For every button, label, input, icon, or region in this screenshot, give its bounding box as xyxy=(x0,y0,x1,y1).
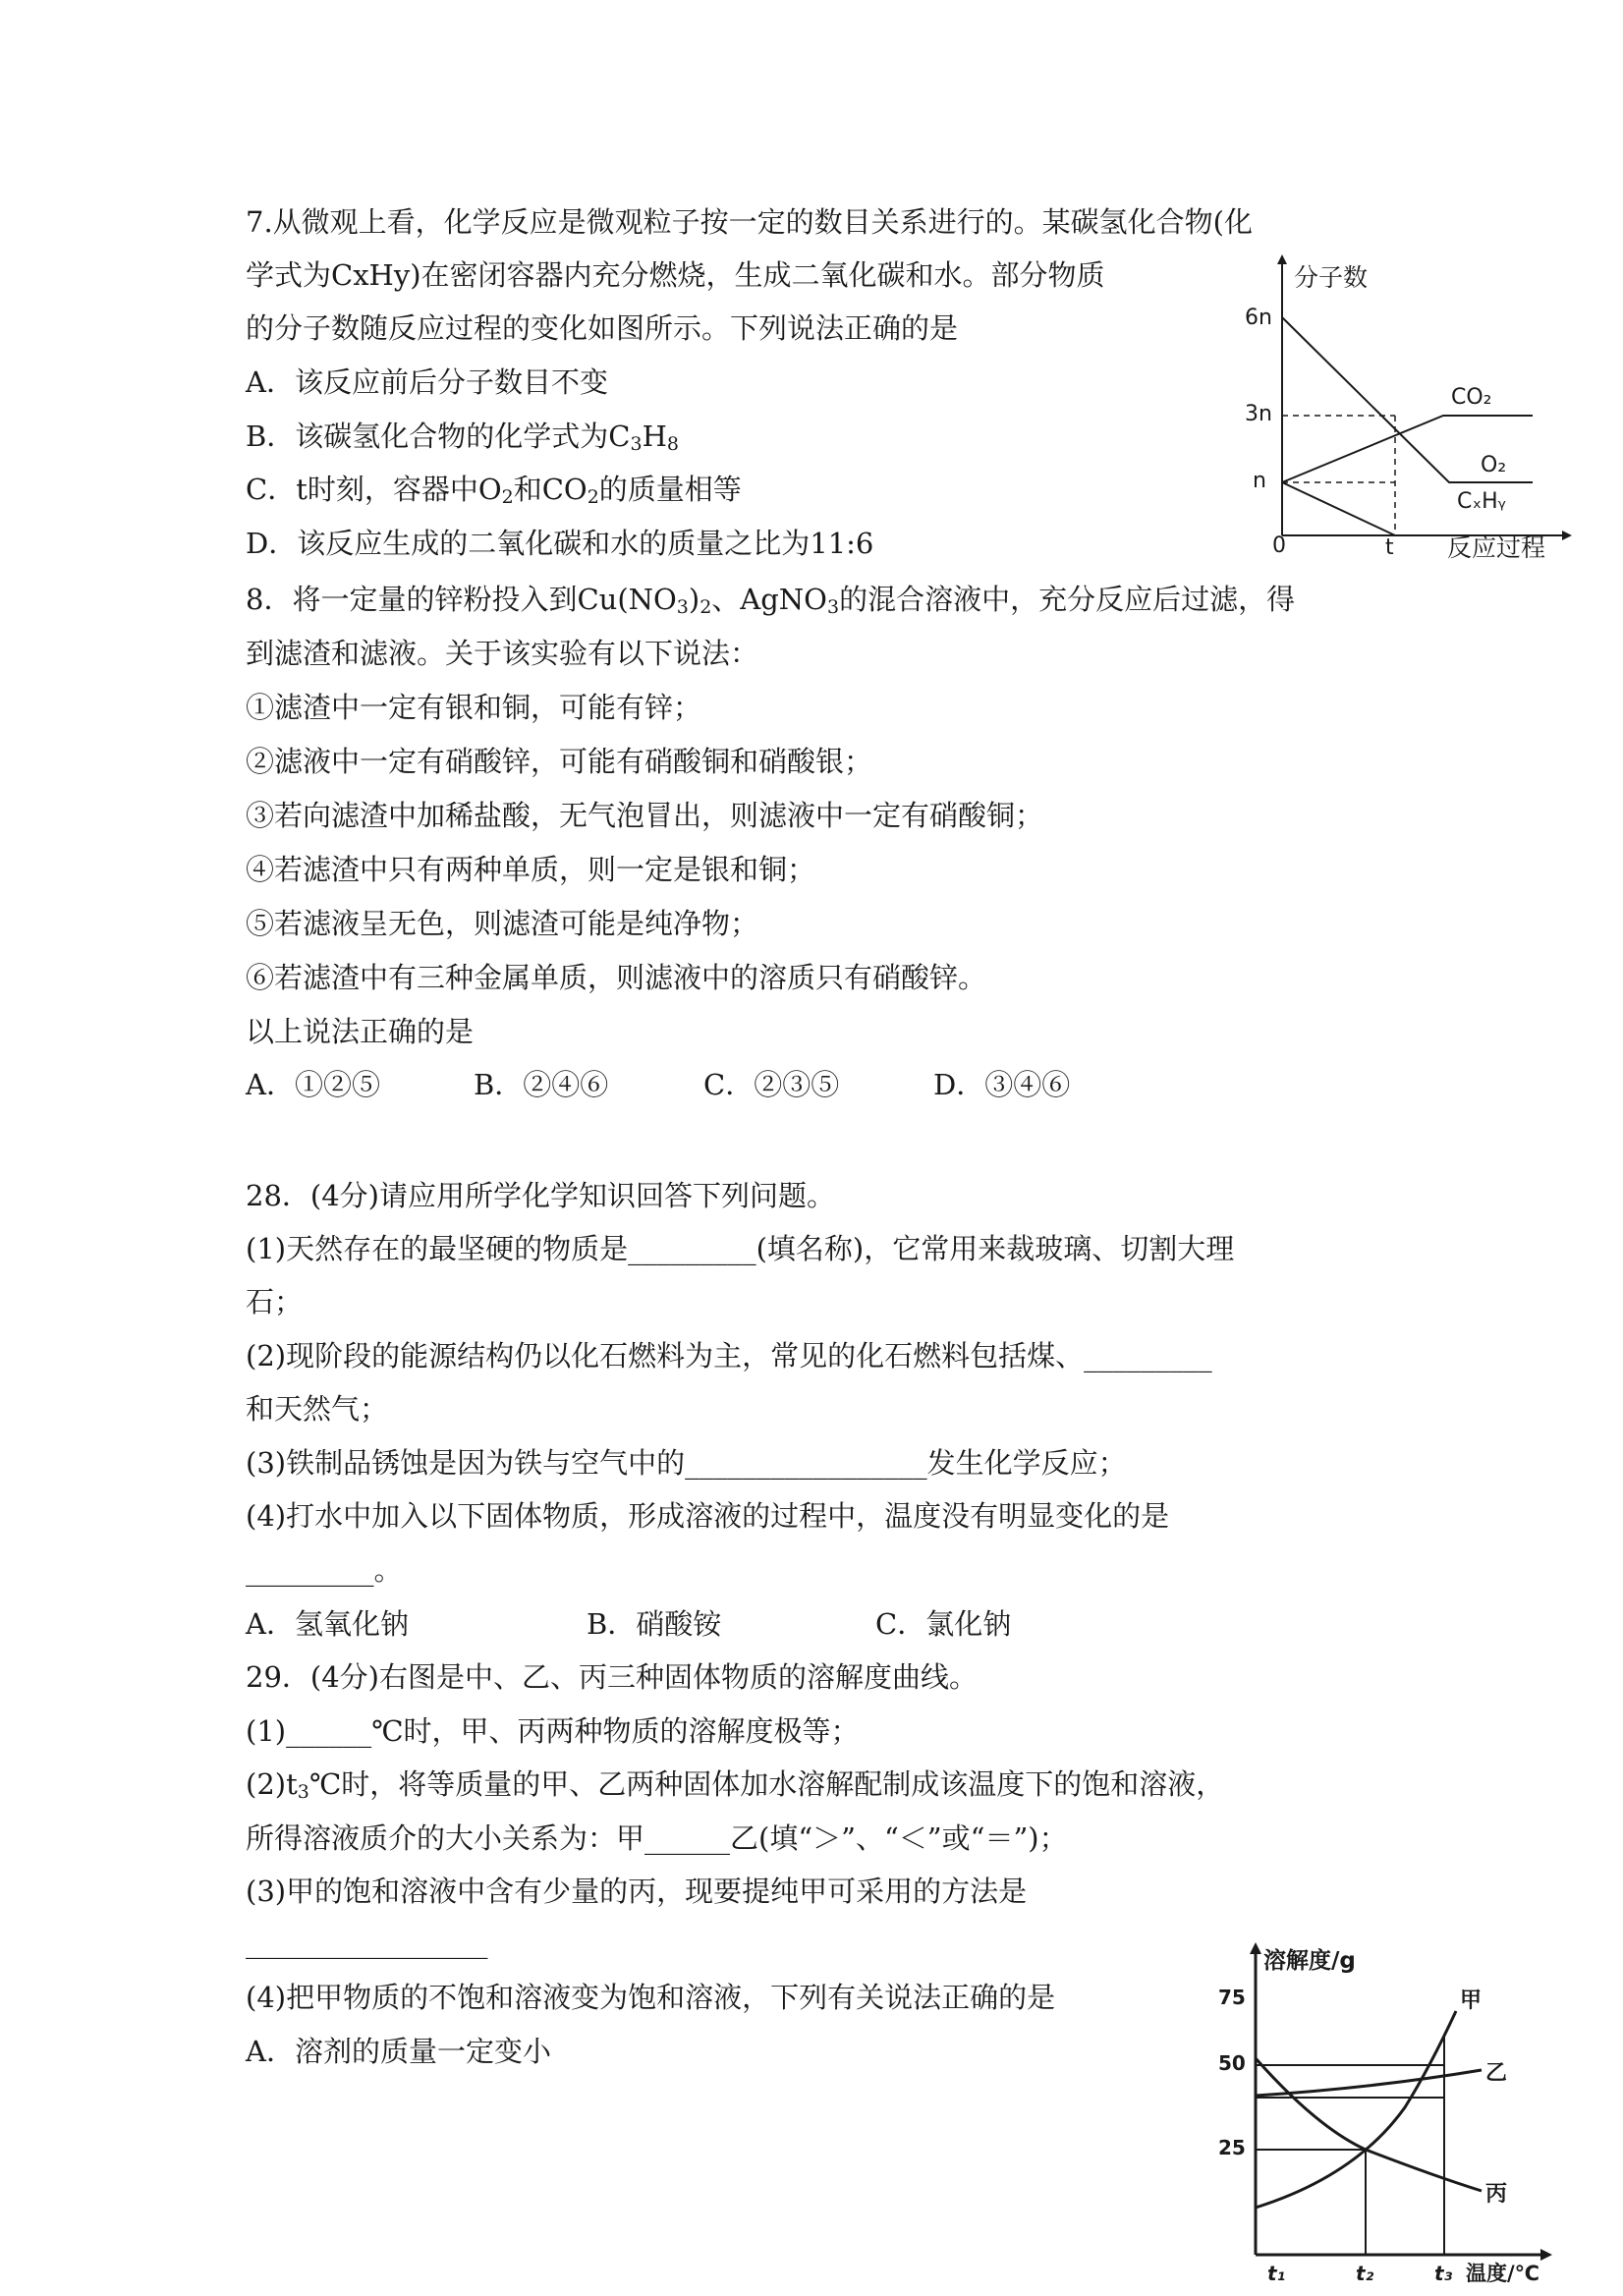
q7-option-c: C．t时刻，容器中$O_2$和$CO_2$的质量相等 xyxy=(246,473,742,508)
x-axis-label: 反应过程 xyxy=(1447,533,1546,562)
y-axis-arrow xyxy=(1277,254,1287,264)
cxhy-curve xyxy=(1282,482,1395,535)
q7-line-2: 学式为CxHy)在密闭容器内充分燃烧，生成二氧化碳和水。部分物质 xyxy=(246,258,1105,292)
x-axis-arrow xyxy=(1540,2249,1552,2261)
q29-part-3b: _________________ xyxy=(246,1926,488,1959)
y-axis-arrow xyxy=(1250,1942,1261,1954)
xtick-t: t xyxy=(1385,535,1394,560)
q8-statement-1: ①滤渣中一定有银和铜，可能有锌； xyxy=(246,691,702,724)
q29-part-2b: 所得溶液质介的大小关系为：甲______乙(填“＞”、“＜”或“＝”)； xyxy=(246,1821,1068,1855)
origin-label: 0 xyxy=(1272,533,1286,558)
molecule-count-figure xyxy=(1223,251,1572,565)
q8-statement-3: ③若向滤渣中加稀盐酸，无气泡冒出，则滤液中一定有硝酸铜； xyxy=(246,799,1044,832)
q7-option-d: D．该反应生成的二氧化碳和水的质量之比为11:6 xyxy=(246,527,874,560)
q8-option-c: C．②③⑤ xyxy=(703,1068,840,1101)
q29-title: 29．(4分)右图是中、乙、丙三种固体物质的溶解度曲线。 xyxy=(246,1660,978,1694)
x-axis-label: 温度/℃ xyxy=(1466,2262,1540,2284)
ytick-n: n xyxy=(1253,469,1266,493)
ytick-50: 50 xyxy=(1218,2051,1246,2075)
q28-option-a: A．氢氧化钠 xyxy=(246,1607,409,1641)
q8-options xyxy=(246,1065,1070,1104)
q8-option-d: D．③④⑥ xyxy=(933,1068,1071,1101)
q8-statement-2: ②滤液中一定有硝酸锌，可能有硝酸铜和硝酸银； xyxy=(246,745,873,778)
q8-option-a: A．①②⑤ xyxy=(246,1068,380,1101)
q29-part-3a: (3)甲的饱和溶液中含有少量的丙，现要提纯甲可采用的方法是 xyxy=(246,1875,1028,1908)
q29-part-1: (1)______℃时，甲、丙两种物质的溶解度极等； xyxy=(246,1714,860,1748)
q7-option-a: A．该反应前后分子数目不变 xyxy=(246,365,608,399)
q7-line-1: 7.从微观上看，化学反应是微观粒子按一定的数目关系进行的。某碳氢化合物(化 xyxy=(246,205,1253,239)
y-axis-label: 溶解度/g xyxy=(1263,1948,1356,1974)
o2-label: O₂ xyxy=(1481,453,1507,477)
q8-line-2: 到滤渣和滤液。关于该实验有以下说法： xyxy=(246,637,759,670)
q7-line-3: 的分子数随反应过程的变化如图所示。下列说法正确的是 xyxy=(246,311,959,345)
q28-part-2b: 和天然气； xyxy=(246,1392,389,1426)
ytick-75: 75 xyxy=(1218,1986,1246,2009)
ytick-6n: 6n xyxy=(1245,306,1272,330)
q8-stem: 以上说法正确的是 xyxy=(246,1015,475,1048)
series-label-jia: 甲 xyxy=(1460,1988,1483,2013)
q28-part-1b: 石； xyxy=(246,1285,304,1318)
q8-line-1: 8．将一定量的锌粉投入到$Cu(NO_3)_2$、AgNO$_3$的混合溶液中，充分反应后过滤，得 xyxy=(246,583,1296,618)
co2-label: CO₂ xyxy=(1451,385,1492,410)
q29-part-2a: $(2)t_3℃$时，将等质量的甲、乙两种固体加水溶解配制成该温度下的饱和溶液， xyxy=(246,1767,1225,1803)
q28-title: 28．(4分)请应用所学化学知识回答下列问题。 xyxy=(246,1179,835,1212)
q28-part-1a: (1)天然存在的最坚硬的物质是_________(填名称)，它常用来裁玻璃、切割大理 xyxy=(246,1232,1235,1265)
q8-statement-4: ④若滤渣中只有两种单质，则一定是银和铜； xyxy=(246,853,816,886)
ytick-25: 25 xyxy=(1218,2136,1246,2159)
q28-option-b: B．硝酸铵 xyxy=(587,1607,722,1641)
q28-part-4b: _________。 xyxy=(246,1553,403,1587)
q8-statement-5: ⑤若滤液呈无色，则滤渣可能是纯净物； xyxy=(246,907,759,940)
q8-statement-6: ⑥若滤渣中有三种金属单质，则滤液中的溶质只有硝酸锌。 xyxy=(246,961,987,994)
q28-option-c: C．氯化钠 xyxy=(875,1607,1012,1641)
y-axis-label: 分子数 xyxy=(1294,263,1369,292)
series-label-yi: 乙 xyxy=(1485,2061,1508,2086)
cxhy-label: CₓHᵧ xyxy=(1457,489,1506,514)
q7-option-b: B．该碳氢化合物的化学式为$C_3H_8$ xyxy=(246,420,679,455)
solubility-curve-figure xyxy=(1208,1940,1562,2284)
q28-part-2a: (2)现阶段的能源结构仍以化石燃料为主，常见的化石燃料包括煤、_________ xyxy=(246,1339,1212,1372)
q29-option-a: A．溶剂的质量一定变小 xyxy=(246,2035,551,2068)
q28-part-4a: (4)打水中加入以下固体物质，形成溶液的过程中，温度没有明显变化的是 xyxy=(246,1499,1170,1533)
xtick-t2: t₂ xyxy=(1356,2262,1374,2284)
q28-options xyxy=(246,1604,1011,1644)
xtick-t3: t₃ xyxy=(1434,2262,1453,2284)
x-axis-arrow xyxy=(1562,531,1572,540)
yi-curve xyxy=(1256,2070,1482,2096)
q28-part-3: (3)铁制品锈蚀是因为铁与空气中的_________________发生化学反应； xyxy=(246,1446,1127,1480)
bing-curve xyxy=(1256,2058,1482,2191)
q8-option-b: B．②④⑥ xyxy=(474,1068,609,1101)
xtick-t1: t₁ xyxy=(1267,2262,1286,2284)
jia-curve xyxy=(1256,2011,1456,2208)
q29-part-4: (4)把甲物质的不饱和溶液变为饱和溶液，下列有关说法正确的是 xyxy=(246,1981,1056,2014)
series-label-bing: 丙 xyxy=(1485,2182,1508,2207)
ytick-3n: 3n xyxy=(1245,402,1272,426)
